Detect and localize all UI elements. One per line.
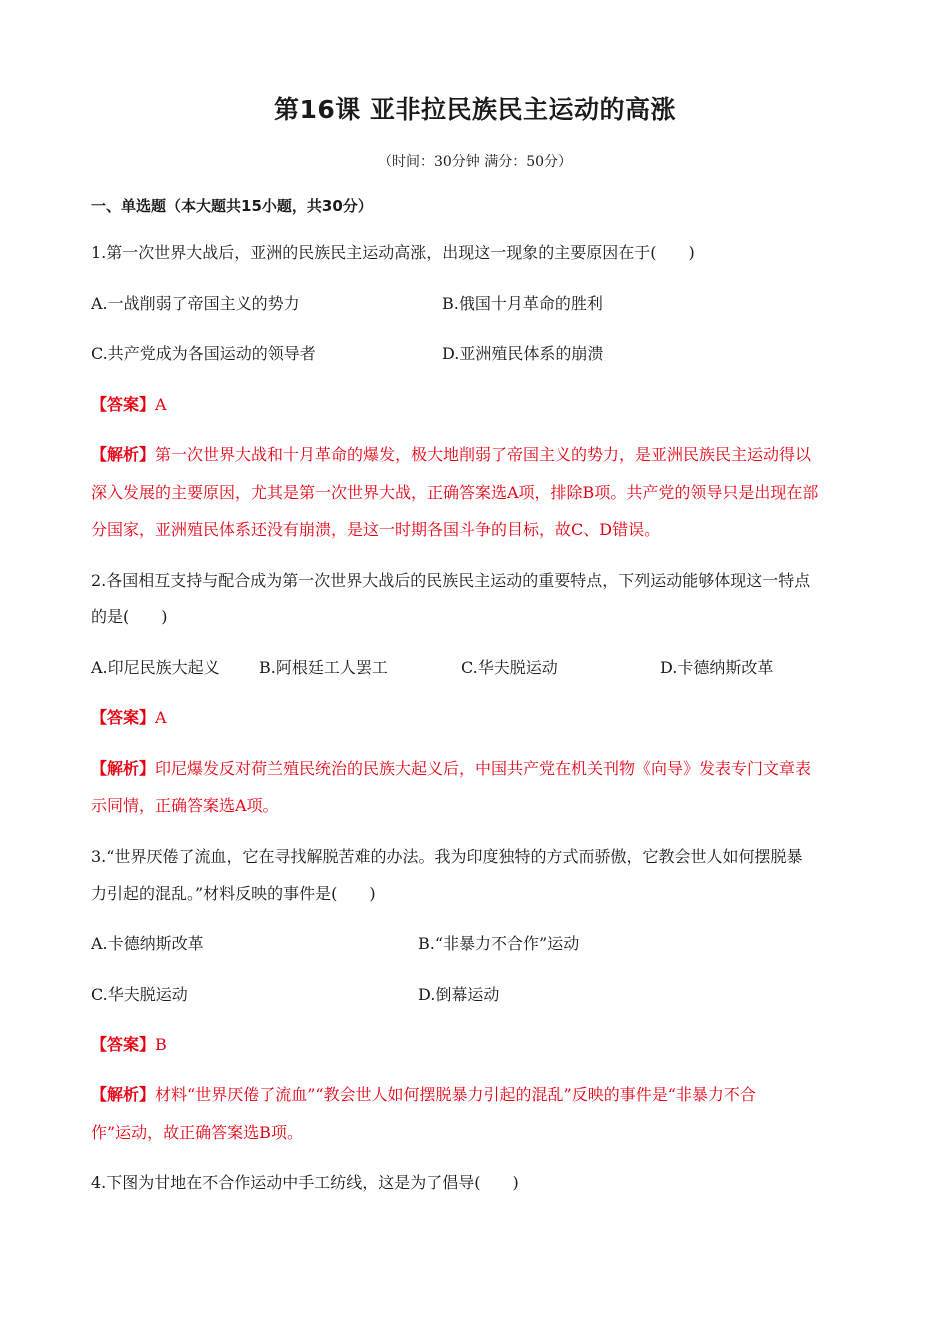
answer-tag: 【答案】 [91,1035,156,1054]
analysis-text: 第一次世界大战和十月革命的爆发，极大地削弱了帝国主义的势力，是亚洲民族民主运动得以 [155,445,812,464]
question-3-stem-line: 力引起的混乱。”材料反映的事件是( ) [91,884,376,903]
question-2-option-d: D.卡德纳斯改革 [660,658,774,677]
question-2-option-b: B.阿根廷工人罢工 [259,658,388,677]
analysis-text: 材料“世界厌倦了流血”“教会世人如何摆脱暴力引起的混乱”反映的事件是“非暴力不合 [155,1085,756,1104]
question-3-option-c: C.华夫脱运动 [91,985,188,1004]
answer-value: A [155,395,167,414]
answer-tag: 【答案】 [91,708,156,727]
analysis-tag: 【解析】 [91,445,156,464]
analysis-text: 印尼爆发反对荷兰殖民统治的民族大起义后，中国共产党在机关刊物《向导》发表专门文章表 [155,759,812,778]
question-1-option-d: D.亚洲殖民体系的崩溃 [442,344,604,363]
question-1-option-c: C.共产党成为各国运动的领导者 [91,344,316,363]
question-1-analysis-line: 深入发展的主要原因，尤其是第一次世界大战，正确答案选A项，排除B项。共产党的领导只是出现在部 [91,483,819,502]
question-2-option-c: C.华夫脱运动 [461,658,558,677]
question-3-answer [91,1035,167,1055]
question-1-analysis-line: 分国家，亚洲殖民体系还没有崩溃，是这一时期各国斗争的目标，故C、D错误。 [91,520,661,539]
question-1-stem: 1.第一次世界大战后，亚洲的民族民主运动高涨，出现这一现象的主要原因在于( ) [91,243,695,262]
question-1-answer [91,395,167,415]
question-4-stem: 4.下图为甘地在不合作运动中手工纺线，这是为了倡导( ) [91,1173,519,1192]
analysis-tag: 【解析】 [91,1085,156,1104]
question-1-analysis-line [91,445,811,465]
question-2-analysis-line [91,759,811,779]
question-2-stem-line: 的是( ) [91,607,168,626]
question-3-stem-line: 3.“世界厌倦了流血，它在寻找解脱苦难的办法。我为印度独特的方式而骄傲，它教会世人如何摆脱暴 [91,847,803,866]
question-1-option-b: B.俄国十月革命的胜利 [442,294,603,313]
question-2-stem-line: 2.各国相互支持与配合成为第一次世界大战后的民族民主运动的重要特点，下列运动能够体现这一特点 [91,571,811,590]
answer-tag: 【答案】 [91,395,156,414]
answer-value: A [155,708,167,727]
question-3-option-a: A.卡德纳斯改革 [91,934,204,953]
question-3-analysis-line [91,1085,756,1105]
exam-time-score: （时间：30分钟 满分：50分） [377,154,573,170]
analysis-tag: 【解析】 [91,759,156,778]
question-3-analysis-line: 作”运动，故正确答案选B项。 [91,1123,303,1142]
question-2-analysis-line: 示同情，正确答案选A项。 [91,796,279,815]
question-3-option-b: B.“非暴力不合作”运动 [418,934,580,953]
answer-value: B [155,1035,167,1054]
page-title: 第16课 亚非拉民族民主运动的高涨 [274,95,676,124]
question-1-option-a: A.一战削弱了帝国主义的势力 [91,294,300,313]
question-2-answer [91,708,167,728]
question-2-option-a: A.印尼民族大起义 [91,658,220,677]
section-heading: 一、单选题（本大题共15小题，共30分） [91,197,373,215]
question-3-option-d: D.倒幕运动 [418,985,500,1004]
